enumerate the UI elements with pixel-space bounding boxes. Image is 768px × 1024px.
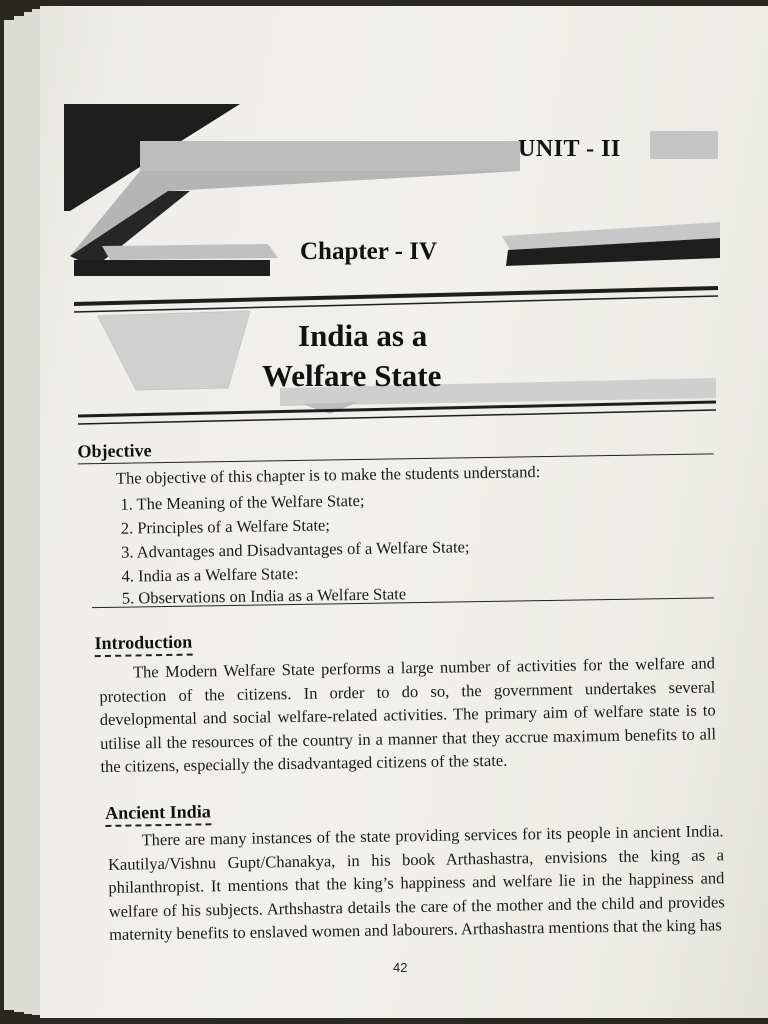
introduction-paragraph: [99, 651, 717, 778]
unit-label: UNIT - II: [518, 136, 621, 162]
page-number: 42: [393, 960, 408, 975]
objective-item-1: 1. The Meaning of the Welfare State;: [120, 490, 365, 514]
introduction-heading: Introduction: [94, 632, 192, 658]
objective-heading-rule: [78, 453, 714, 464]
chapter-label: Chapter - IV: [300, 238, 438, 265]
introduction-text: The Modern Welfare State performs a large number of activities for the welfare and protection of the citizens. In order to do so, the government undertakes several developmental and social welfare-related activities. The primary aim of welfare state is to utilise all the resources of the country in a manner that they accrue maximum benefits to all the citizens, especially the disadvantaged citizens of the state.: [99, 653, 717, 777]
objective-item-2: 2. Principles of a Welfare State;: [120, 515, 331, 538]
objective-heading: Objective: [77, 440, 152, 462]
objective-intro: The objective of this chapter is to make the students understand:: [115, 462, 541, 488]
objective-item-3: 3. Advantages and Disadvantages of a Welfare State;: [120, 537, 470, 562]
chapter-title-line-2: Welfare State: [262, 358, 442, 393]
book-page: [40, 6, 768, 1018]
chapter-title-line-1: India as a: [298, 318, 428, 353]
ancient-india-text: There are many instances of the state providing services for its people in ancient India. Kautilya/Vishnu Gupt/Chanakya, in his book Arthashastra, envisions the king as a philanthropist. It mentions that the king’s happiness and welfare lie in the happiness and welfare of his subjects. Arthshastra details the care of the mother and the child and provides maternity benefits to enslaved women and labourers. Arthashastra mentions that the king has: [107, 821, 725, 944]
objective-item-4: 4. India as a Welfare State:: [121, 563, 299, 586]
ancient-india-paragraph: [107, 819, 725, 946]
ancient-india-heading: Ancient India: [105, 801, 211, 827]
objective-item-5: 5. Observations on India as a Welfare State: [121, 584, 407, 608]
